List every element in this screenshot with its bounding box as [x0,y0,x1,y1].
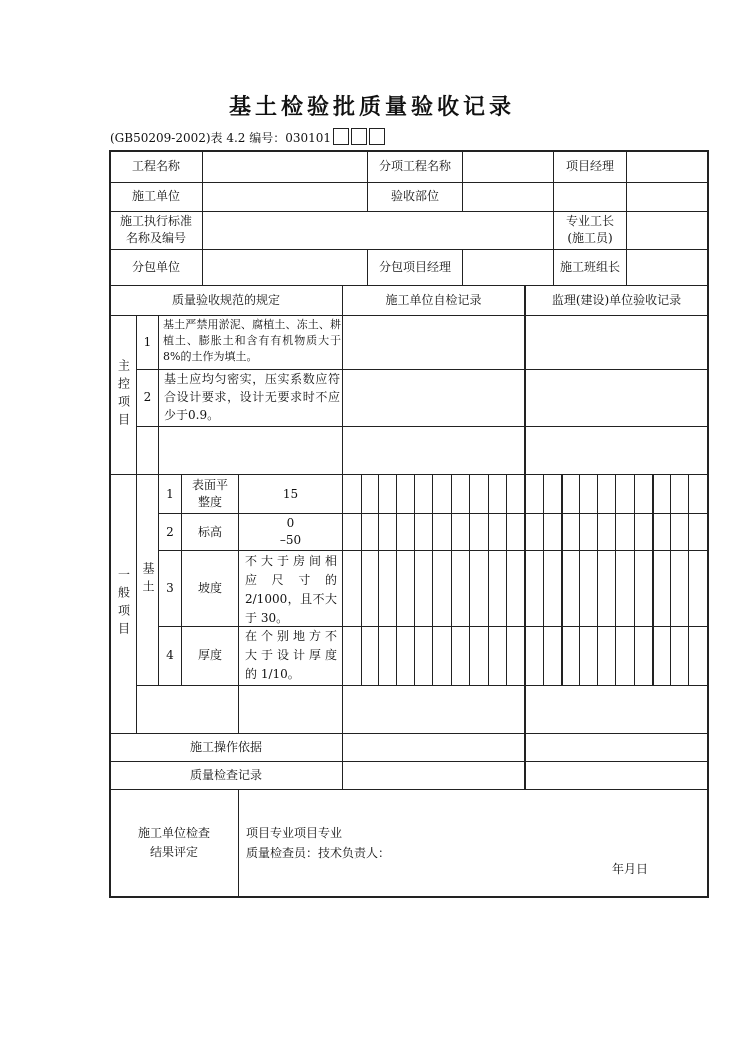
conclusion-signatures [246,823,546,863]
sub-manager-field[interactable] [463,250,553,284]
team-leader-field[interactable] [627,250,707,284]
v-rule [396,474,397,685]
main-item-2-text: 基土应均匀密实，压实系数应符合设计要求，设计无要求时不应少于0.9。 [164,372,340,422]
general-item-2-name: 标高 [197,524,222,539]
v-rule [707,150,709,898]
foreman-label-line1: 专业工长 [565,214,614,228]
general-item-4-name: 厚度 [197,648,222,662]
project-manager-label: 项目经理 [565,159,614,173]
supervision-column-header: 监理(建设)单位验收记录 [551,292,682,307]
v-rule [432,474,433,685]
main-item-2-supervision[interactable] [526,369,707,426]
conclusion-label-line1: 施工单位检查 [137,826,210,840]
slope-line-4: 于 30。 [245,611,289,625]
v-rule [579,474,580,685]
v-rule [158,315,159,426]
foreman-label-line2: (施工员) [567,231,613,245]
general-label: 一般项目 [116,567,131,640]
v-rule [361,474,362,685]
general-item-3-name: 坡度 [197,581,222,595]
main-item-1-supervision[interactable] [526,317,707,367]
slope-line-3: 2/1000，且不大 [245,592,337,606]
project-name-label: 工程名称 [131,159,180,173]
code-box-1[interactable] [333,128,349,145]
general-item-2-value [239,514,342,550]
main-item-2-self-check[interactable] [343,369,524,426]
general-item-2-no: 2 [166,524,174,539]
sub-manager-label: 分包项目经理 [378,259,451,274]
project-name-field[interactable] [203,152,367,181]
subcontractor-label: 分包单位 [131,259,180,274]
form-code-text: (GB50209-2002)表 4.2 编号：030101 [110,131,332,145]
general-group-label: 基土 [141,561,155,598]
thickness-line-2: 大于设计厚度 [245,648,337,662]
self-check-column-header: 施工单位自检记录 [385,292,482,307]
main-item-1-self-check[interactable] [343,317,524,367]
v-rule [561,474,563,685]
h-rule [109,315,707,316]
general-item-1-value: 15 [282,486,299,501]
v-rule [652,474,654,685]
h-rule [109,896,709,898]
conclusion-line-1: 项目专业项目专业 [246,826,343,840]
general-item-1-no: 1 [166,486,174,501]
general-blank-self-check[interactable] [343,686,524,732]
quality-record-self-check[interactable] [343,762,524,788]
operation-basis-label: 施工操作依据 [189,739,262,754]
v-rule [158,426,159,474]
elevation-upper-tolerance: 0 [286,516,295,530]
acceptance-part-label: 验收部位 [390,189,439,203]
team-leader-label: 施工班组长 [559,259,620,274]
conclusion-date: 年月日 [612,862,649,876]
v-rule [634,474,635,685]
form-code [110,128,385,146]
operation-basis-supervision[interactable] [526,734,707,760]
v-rule [469,474,470,685]
main-item-2-no: 2 [143,390,152,404]
subcontractor-field[interactable] [203,250,367,284]
thickness-line-1: 在个别地方不 [245,629,337,643]
thickness-line-3: 的 1/10。 [245,667,300,681]
standard-label [110,211,202,249]
foreman-label [554,211,626,249]
project-manager-field[interactable] [627,152,707,181]
spec-column-header: 质量验收规范的规定 [171,292,280,307]
v-rule [670,474,671,685]
conclusion-line-2: 质量检查员：技术负责人： [246,846,391,860]
main-control-label: 主控项目 [116,359,131,431]
main-item-1-text: 基土严禁用淤泥、腐植土、冻土、耕植土、膨胀土和含有有机物质大于8%的土作为填土。 [163,318,341,363]
standard-label-line1: 施工执行标准 [119,214,192,228]
conclusion-label-line2: 结果评定 [149,845,198,859]
operation-basis-self-check[interactable] [343,734,524,760]
v-rule [543,474,544,685]
standard-field[interactable] [203,212,553,248]
code-box-2[interactable] [351,128,367,145]
acceptance-part-field[interactable] [463,183,707,210]
v-rule [615,474,616,685]
general-item-4-value [245,627,337,684]
main-item-1-no: 1 [143,334,152,349]
v-rule [451,474,452,685]
construction-unit-field[interactable] [203,183,367,210]
elevation-lower-tolerance: –50 [279,533,302,547]
v-rule [238,789,239,896]
v-rule [378,474,379,685]
foreman-field[interactable] [627,212,707,248]
quality-record-supervision[interactable] [526,762,707,788]
v-rule [488,474,489,685]
general-item-1-name: 表面平整度 [191,478,228,509]
standard-label-line2: 名称及编号 [125,231,186,245]
quality-record-label: 质量检查记录 [189,768,262,782]
construction-unit-label: 施工单位 [131,189,180,203]
v-rule [597,474,598,685]
v-rule [688,474,689,685]
general-item-4-no: 4 [166,648,174,662]
sub-project-name-label: 分项工程名称 [378,159,451,173]
general-item-3-no: 3 [166,581,174,595]
general-blank-supervision[interactable] [526,686,707,732]
slope-line-1: 不大于房间相 [245,554,337,568]
conclusion-label [110,790,238,896]
page-title: 基土检验批质量验收记录 [228,94,515,120]
main-blank-self-check[interactable] [343,427,524,473]
general-item-3-value [245,551,337,626]
code-box-3[interactable] [369,128,385,145]
main-blank-supervision[interactable] [526,427,707,473]
sub-project-name-field[interactable] [463,152,553,181]
v-rule [506,474,507,685]
slope-line-2: 应 尺 寸 的 [245,573,337,587]
v-rule [414,474,415,685]
